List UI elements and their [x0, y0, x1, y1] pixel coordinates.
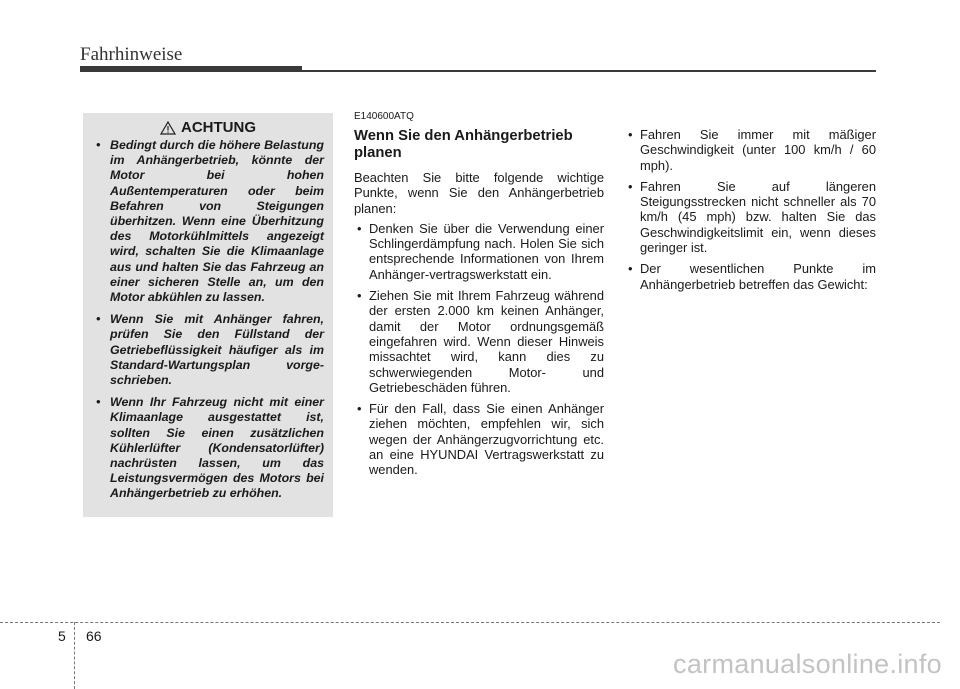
section-title: Wenn Sie den Anhängerbetrieb planen: [354, 128, 573, 161]
page-header-title: Fahrhinweise: [80, 44, 183, 65]
list-item: • Fahren Sie immer mit mäßiger Geschwindigkeit (unter 100 km/h / 60 mph).: [625, 127, 876, 173]
warning-item: • Bedingt durch die höhere Belastung im Anhängerbetrieb, könnte der Motor bei hohen Außentemperaturen oder beim Befahren von Steigungen überhitzen. Wenn eine Überhitzung des Motorkühlmittels angezeigt wird, schalten Sie die Klimaanlage aus und halten Sie das Fahrzeug an einer sicheren Stelle an, um den Motor abkühlen zu lassen.: [92, 138, 324, 305]
warning-item: • Wenn Sie mit Anhänger fahren, prüfen Sie den Füllstand der Getriebeflüssigkeit häufiger als im Standard-Wartungsplan vorge-schrieben.: [92, 312, 324, 388]
list-item: • Fahren Sie auf längeren Steigungsstrecken nicht schneller als 70 km/h (45 mph) bzw. halten Sie das Geschwindigkeitslimit ein, wenn dieses geringer ist.: [625, 179, 876, 255]
chapter-number: 5: [58, 628, 66, 644]
page-number: 66: [86, 628, 102, 644]
list-item: • Ziehen Sie mit Ihrem Fahrzeug während der ersten 2.000 km keinen Anhänger, damit der Motor ordnungsgemäß eingefahren wird. Wenn dieser Hinweis missachtet wird, kann dies zu schwerwiegenden Motor- und Getriebeschäden führen.: [354, 288, 604, 395]
warning-list: [92, 138, 324, 502]
main-column: [354, 111, 604, 484]
header-rule-thick: [80, 66, 302, 72]
list-item: • Der wesentlichen Punkte im Anhängerbetrieb betreffen das Gewicht:: [625, 261, 876, 292]
watermark: carmanualsonline.info: [673, 649, 942, 679]
header-rule-thin: [302, 70, 876, 72]
footer-divider: [0, 622, 940, 623]
list-item: • Denken Sie über die Verwendung einer Schlingerdämpfung nach. Holen Sie sich entsprechende Informationen von Ihrem Anhänger-vertragswerkstatt ein.: [354, 221, 604, 282]
section-intro: Beachten Sie bitte folgende wichtige Punkte, wenn Sie den Anhängerbetrieb planen:: [354, 170, 604, 216]
list-item: • Für den Fall, dass Sie einen Anhänger ziehen möchten, empfehlen wir, sich wegen der Anhängerzugvorrichtung etc. an eine HYUNDAI Vertragswerkstatt zu wenden.: [354, 401, 604, 477]
warning-heading: [92, 119, 324, 136]
warning-box: [83, 113, 333, 517]
warning-triangle-icon: [160, 121, 176, 135]
section-code: E140600ATQ: [354, 111, 414, 122]
warning-title: ACHTUNG: [181, 119, 256, 136]
footer-vertical-divider: [74, 622, 75, 689]
right-column: [625, 127, 876, 298]
right-list: [625, 127, 876, 292]
warning-item: • Wenn Ihr Fahrzeug nicht mit einer Klimaanlage ausgestattet ist, sollten Sie einen zusätzlichen Kühlerlüfter (Kondensatorlüfter) nachrüsten lassen, um das Leistungsvermögen des Motors bei Anhängerbetrieb zu erhöhen.: [92, 395, 324, 501]
section-list: [354, 221, 604, 478]
